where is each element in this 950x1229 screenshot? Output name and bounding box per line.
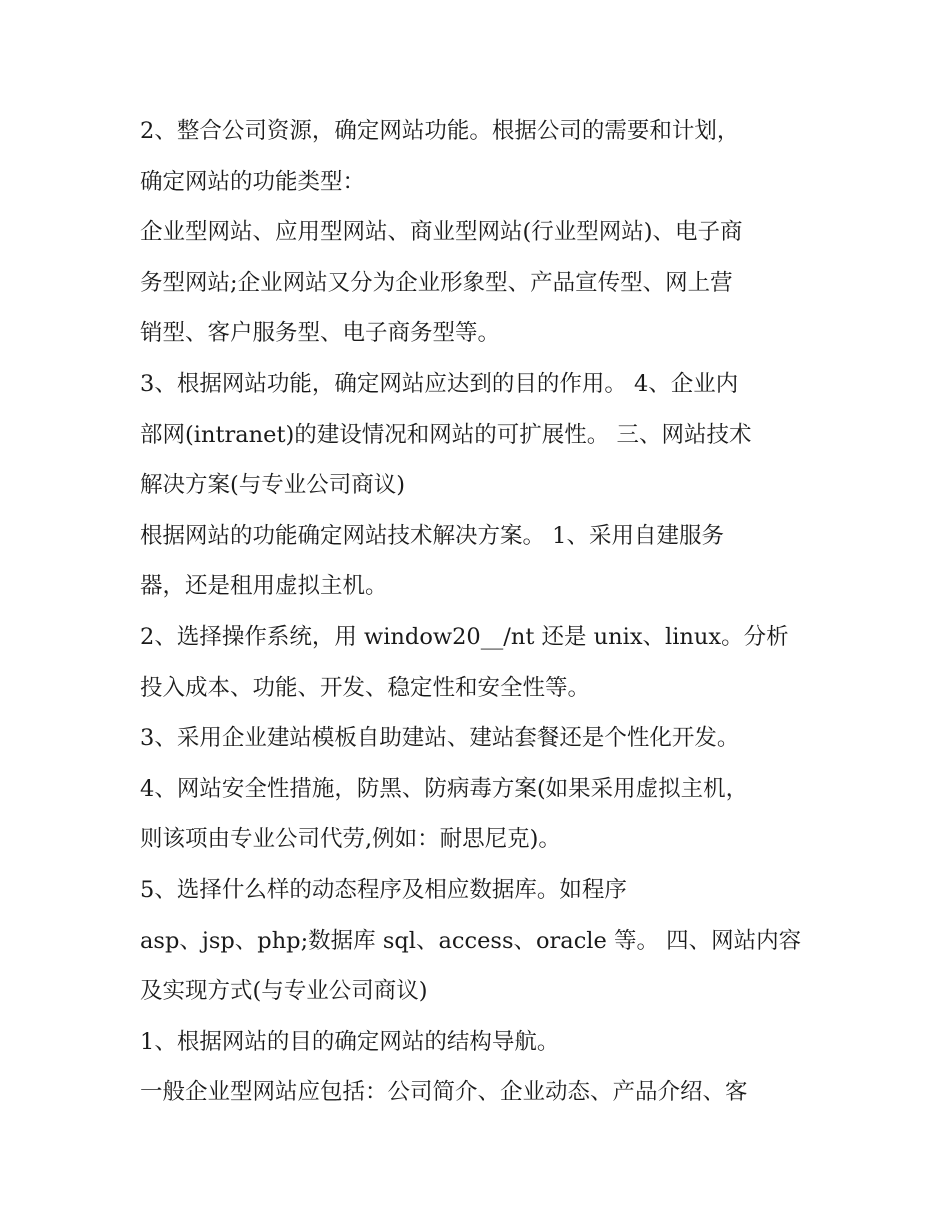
text-line: 3、根据网站功能，确定网站应达到的目的作用。 4、企业内: [140, 370, 739, 397]
text-line: 3、采用企业建站模板自助建站、建站套餐还是个性化开发。: [140, 725, 740, 752]
text-line: 及实现方式(与专业公司商议): [140, 978, 428, 1005]
text-line: 则该项由专业公司代劳,例如：耐思尼克)。: [140, 826, 561, 853]
text-line: 销型、客户服务型、电子商务型等。: [140, 320, 501, 347]
text-line: 1、根据网站的目的确定网站的结构导航。: [140, 1028, 560, 1055]
text-line: 确定网站的功能类型：: [140, 168, 366, 195]
text-line: 4、网站安全性措施，防黑、防病毒方案(如果采用虚拟主机，: [140, 775, 749, 802]
text-line: 部网(intranet)的建设情况和网站的可扩展性。 三、网站技术: [140, 421, 752, 448]
text-line: 5、选择什么样的动态程序及相应数据库。如程序: [140, 876, 627, 903]
text-line: 解决方案(与专业公司商议): [140, 472, 406, 499]
text-line: 2、整合公司资源，确定网站功能。根据公司的需要和计划，: [140, 118, 740, 144]
text-line: 2、选择操作系统，用 window20__/nt 还是 unix、linux。分析: [140, 623, 789, 650]
text-line: 根据网站的功能确定网站技术解决方案。 1、采用自建服务: [140, 522, 724, 549]
text-line: 投入成本、功能、开发、稳定性和安全性等。: [140, 674, 591, 701]
text-line: asp、jsp、php;数据库 sql、access、oracle 等。 四、网站内容: [140, 927, 802, 954]
text-line: 企业型网站、应用型网站、商业型网站(行业型网站)、电子商: [140, 219, 743, 246]
text-line: 一般企业型网站应包括：公司简介、企业动态、产品介绍、客: [140, 1079, 748, 1106]
text-line: 器，还是租用虚拟主机。: [140, 573, 388, 600]
text-line: 务型网站;企业网站又分为企业形象型、产品宣传型、网上营: [140, 269, 733, 296]
document-body: [140, 106, 820, 1118]
